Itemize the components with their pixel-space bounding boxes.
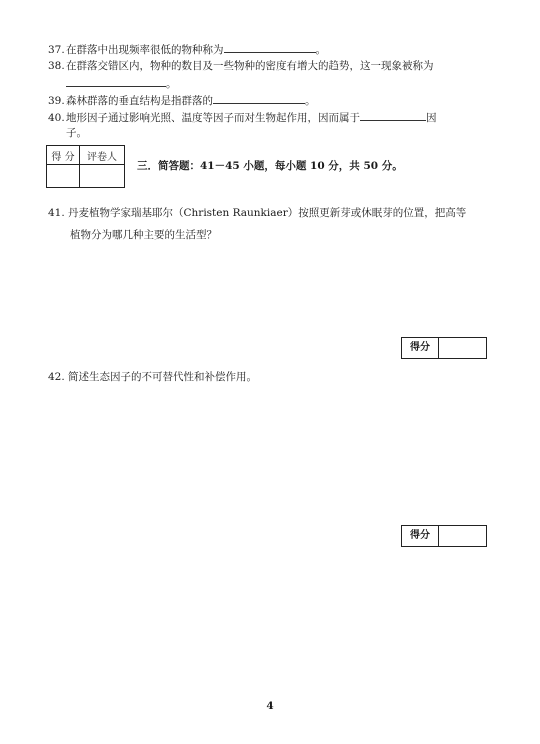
question-38	[48, 59, 434, 73]
question-number: 38.	[48, 60, 65, 72]
score-box-label: 得分	[402, 526, 439, 546]
question-number: 37.	[48, 44, 65, 56]
grade-table-reviewer-cell	[80, 165, 125, 188]
question-text-tail: 因	[426, 112, 437, 124]
question-41	[48, 206, 466, 220]
question-40-continuation: 子。	[66, 127, 87, 139]
grade-table-score-header: 得 分	[47, 146, 80, 165]
question-text: 在群落中出现频率很低的物种称为	[66, 44, 224, 56]
question-39	[48, 93, 316, 108]
question-37	[48, 42, 326, 57]
answer-blank	[66, 76, 166, 87]
question-text: 森林群落的垂直结构是指群落的	[66, 95, 213, 107]
grade-table	[46, 145, 125, 188]
score-box-label: 得分	[402, 338, 439, 358]
score-box	[401, 337, 487, 359]
section-title: 三．简答题：41－45 小题，每小题 10 分，共 50 分。	[137, 160, 403, 172]
page-number: 4	[266, 700, 274, 712]
question-text: 地形因子通过影响光照、温度等因子而对生物起作用，因而属于	[66, 112, 360, 124]
score-box-value	[439, 526, 486, 546]
question-text: 在群落交错区内，物种的数目及一些物种的密度有增大的趋势，这一现象被称为	[66, 60, 434, 72]
grade-table-reviewer-header: 评卷人	[80, 146, 125, 165]
answer-blank	[360, 110, 426, 121]
question-end: 。	[166, 78, 177, 90]
question-41-continuation: 植物分为哪几种主要的生活型？	[70, 229, 217, 241]
score-box-value	[439, 338, 486, 358]
question-number: 39.	[48, 95, 65, 107]
score-box	[401, 525, 487, 547]
question-end: 。	[315, 44, 326, 56]
answer-blank	[213, 93, 305, 104]
question-number: 42.	[48, 371, 65, 383]
question-text: 丹麦植物学家瑞基耶尔（Christen Raunkiaer）按照更新芽或休眠芽的位置，把高等	[68, 207, 467, 219]
question-42	[48, 370, 257, 384]
question-38-continuation	[66, 76, 177, 91]
grade-table-score-cell	[47, 165, 80, 188]
question-40	[48, 110, 437, 125]
question-number: 41.	[48, 207, 65, 219]
question-end: 。	[305, 95, 316, 107]
answer-blank	[224, 42, 316, 53]
question-number: 40.	[48, 112, 65, 124]
question-text: 简述生态因子的不可替代性和补偿作用。	[68, 371, 257, 383]
